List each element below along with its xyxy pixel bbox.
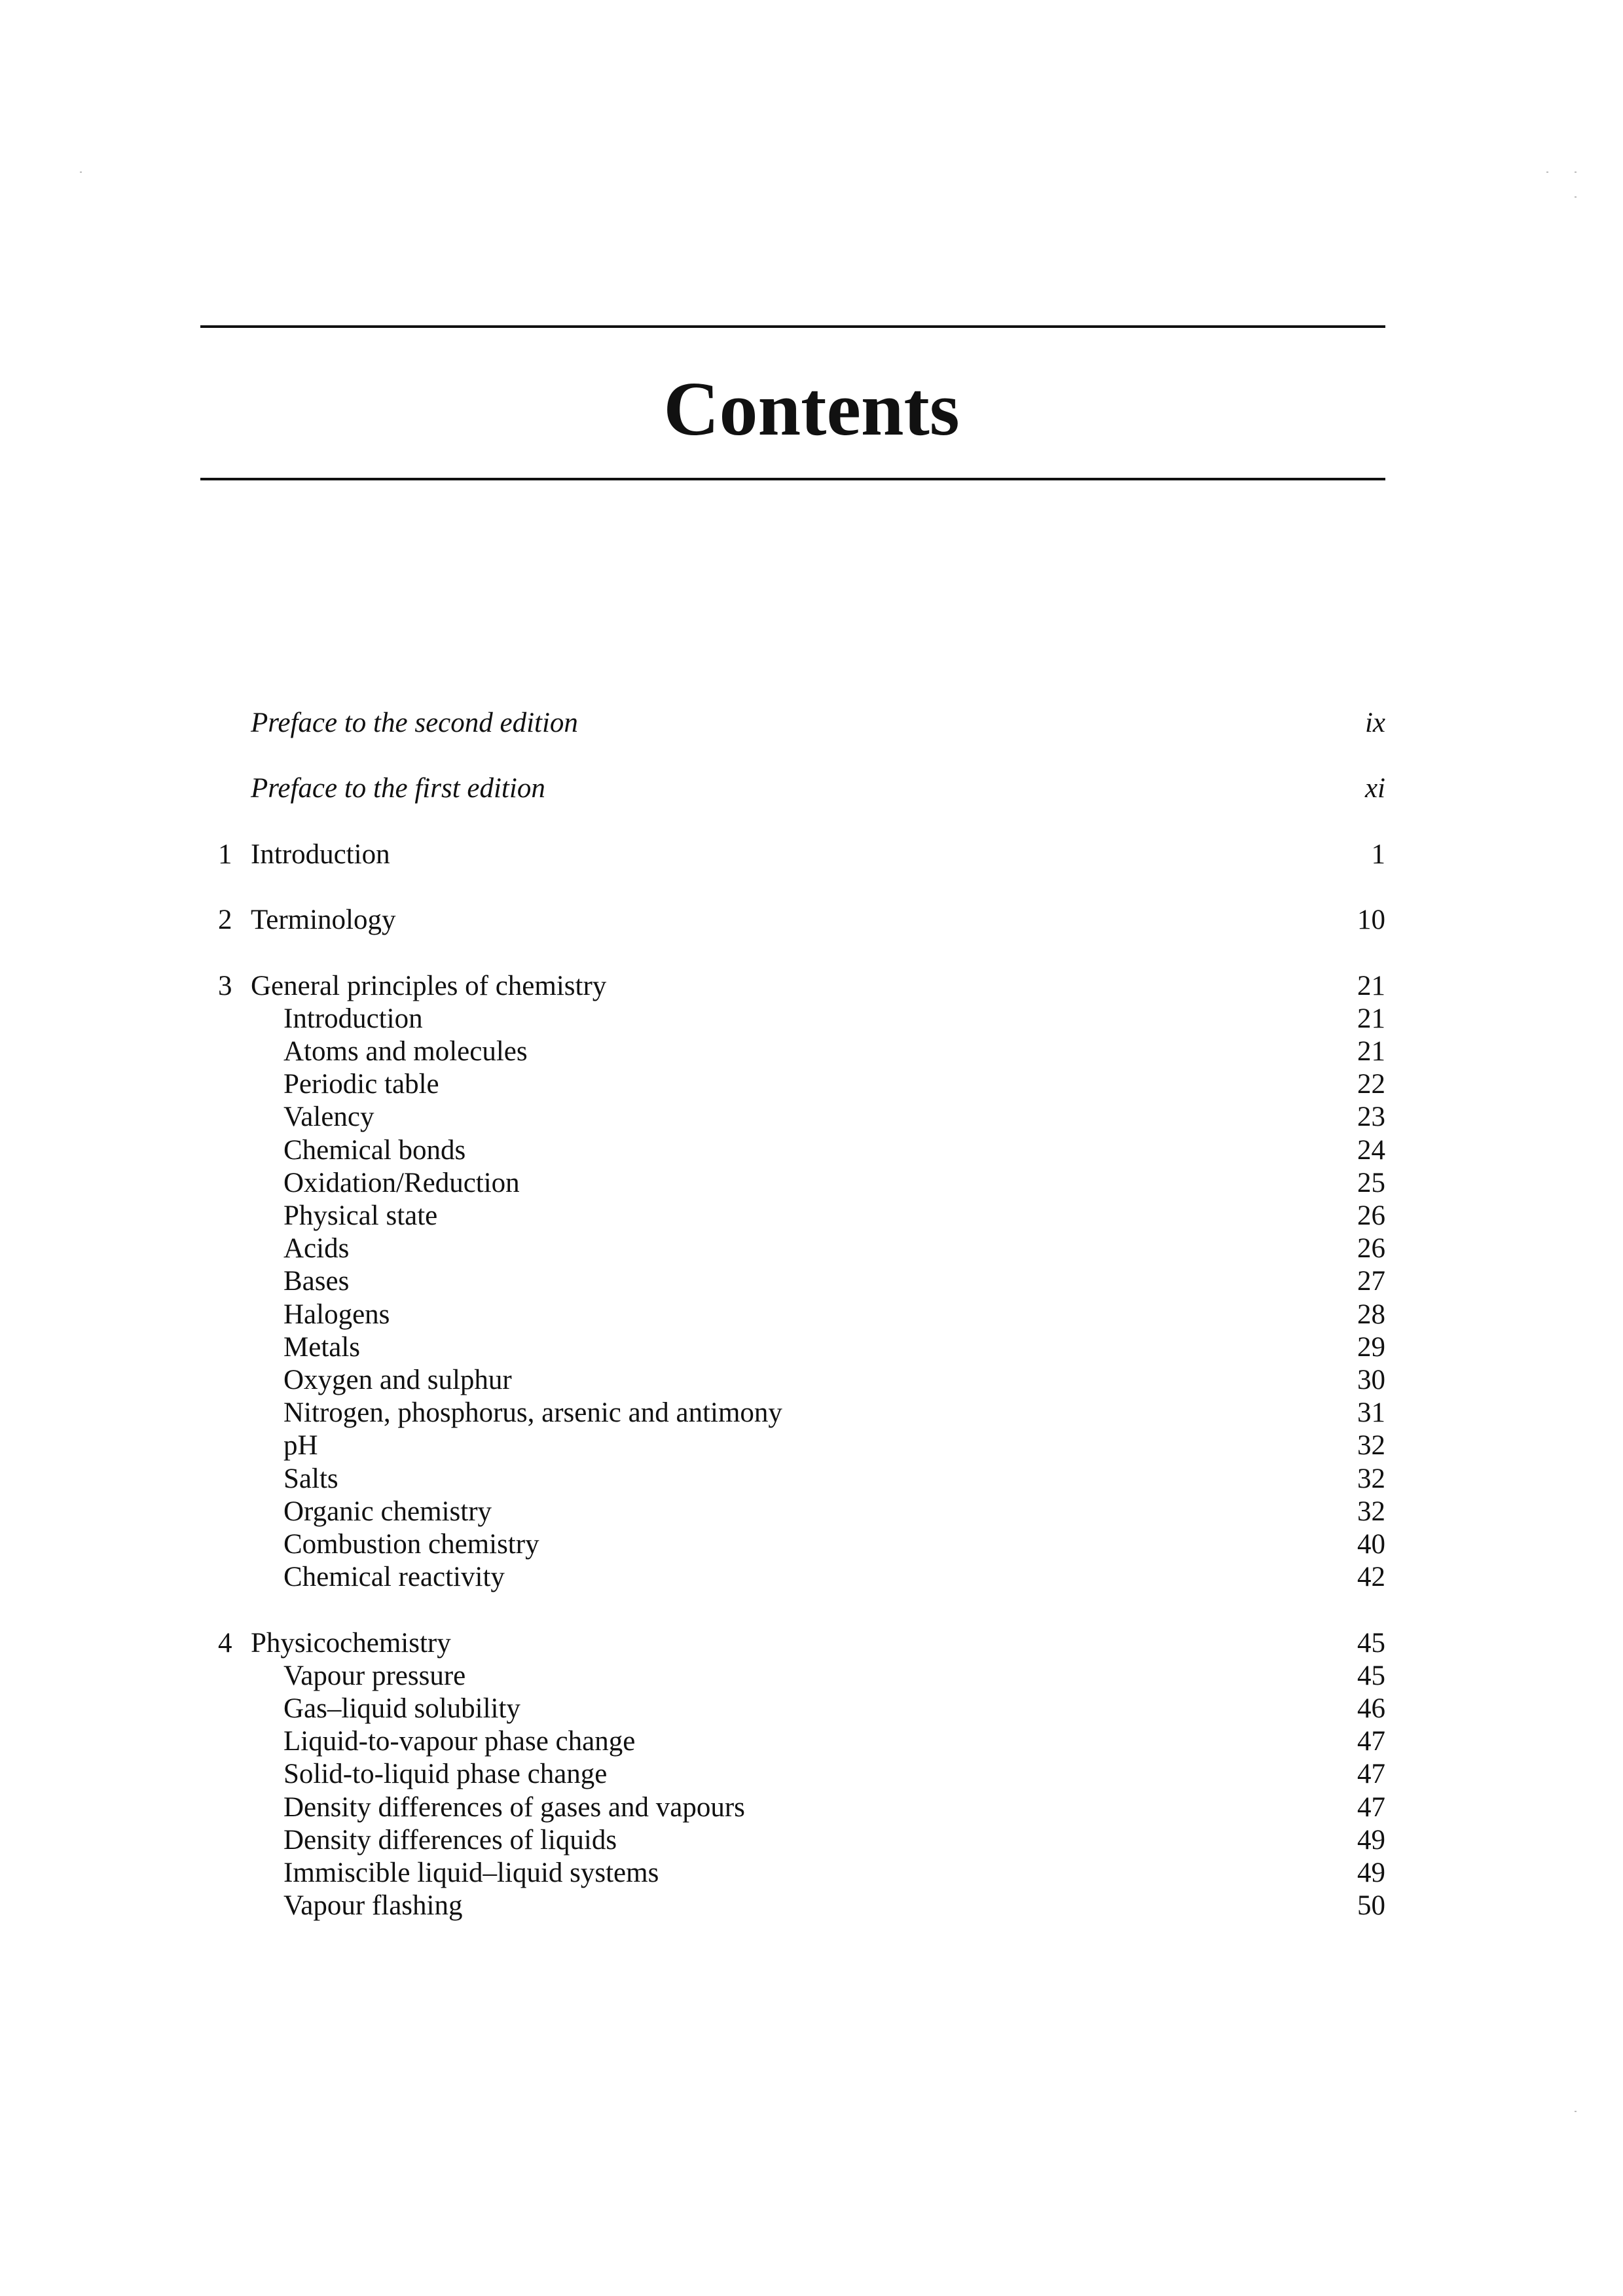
entry-title: Acids bbox=[283, 1233, 350, 1265]
toc-chapter-entry bbox=[0, 1627, 1623, 1660]
page-number: 45 bbox=[1357, 1660, 1385, 1691]
page-number: 10 bbox=[1357, 905, 1385, 936]
toc-section-entry bbox=[0, 1824, 1623, 1857]
toc-section-entry bbox=[0, 1167, 1623, 1200]
entry-title: Immiscible liquid–liquid systems bbox=[283, 1857, 659, 1888]
page-number: 32 bbox=[1357, 1430, 1385, 1462]
entry-title: Vapour flashing bbox=[283, 1890, 463, 1922]
entry-title: Periodic table bbox=[283, 1069, 439, 1100]
toc-section-entry bbox=[0, 1232, 1623, 1265]
page-number: 42 bbox=[1357, 1562, 1385, 1593]
scan-speck bbox=[1575, 2111, 1577, 2112]
scan-speck bbox=[1546, 171, 1548, 173]
toc-preface-entry bbox=[0, 707, 1623, 740]
toc-section-entry bbox=[0, 1857, 1623, 1890]
title-rule-bottom bbox=[200, 478, 1385, 480]
page-number: 1 bbox=[1371, 838, 1385, 870]
entry-title: Oxygen and sulphur bbox=[283, 1365, 512, 1395]
toc-section-entry bbox=[0, 1758, 1623, 1791]
entry-title: Liquid-to-vapour phase change bbox=[283, 1726, 636, 1757]
toc-section-entry bbox=[0, 1134, 1623, 1167]
entry-title: Preface to the second edition bbox=[251, 708, 578, 738]
toc-section-entry bbox=[0, 1200, 1623, 1232]
page-number: 49 bbox=[1357, 1824, 1385, 1856]
page-number: 25 bbox=[1357, 1167, 1385, 1198]
page-number: ix bbox=[1364, 708, 1385, 738]
page-number: 29 bbox=[1357, 1331, 1385, 1363]
toc-section-entry bbox=[0, 1496, 1623, 1528]
toc-section-entry bbox=[0, 1265, 1623, 1298]
toc-section-entry bbox=[0, 1528, 1623, 1561]
entry-title: Chemical reactivity bbox=[283, 1562, 505, 1593]
entry-title: General principles of chemistry bbox=[251, 970, 607, 1001]
entry-title: Bases bbox=[283, 1266, 350, 1297]
title-rule-top bbox=[200, 325, 1385, 328]
entry-title: Combustion chemistry bbox=[283, 1529, 539, 1560]
page-number: 47 bbox=[1357, 1791, 1385, 1823]
entry-title: Density differences of gases and vapours bbox=[283, 1791, 745, 1823]
entry-title: Salts bbox=[283, 1463, 338, 1494]
page-number: 21 bbox=[1357, 970, 1385, 1001]
toc-section-entry bbox=[0, 1463, 1623, 1496]
page-number: 46 bbox=[1357, 1693, 1385, 1724]
toc-section-entry bbox=[0, 1725, 1623, 1758]
page-number: 21 bbox=[1357, 1003, 1385, 1034]
toc-section-entry bbox=[0, 1003, 1623, 1035]
page-number: 27 bbox=[1357, 1266, 1385, 1297]
page-number: xi bbox=[1364, 773, 1385, 804]
toc-section-entry bbox=[0, 1035, 1623, 1068]
entry-title: Preface to the first edition bbox=[251, 773, 545, 804]
entry-title: Organic chemistry bbox=[283, 1496, 492, 1527]
page-number: 45 bbox=[1357, 1627, 1385, 1659]
toc-section-entry bbox=[0, 1791, 1623, 1824]
entry-title: Oxidation/Reduction bbox=[283, 1167, 520, 1198]
entry-title: Density differences of liquids bbox=[283, 1824, 617, 1856]
page-number: 23 bbox=[1357, 1102, 1385, 1133]
page-number: 26 bbox=[1357, 1233, 1385, 1265]
entry-title: Valency bbox=[283, 1102, 374, 1133]
entry-title: Halogens bbox=[283, 1299, 390, 1330]
entry-title: Solid-to-liquid phase change bbox=[283, 1759, 608, 1790]
page-number: 50 bbox=[1357, 1890, 1385, 1922]
entry-title: Physicochemistry bbox=[251, 1627, 451, 1659]
entry-title: Gas–liquid solubility bbox=[283, 1693, 520, 1724]
entry-title: Introduction bbox=[251, 838, 390, 870]
toc-chapter-entry bbox=[0, 904, 1623, 937]
chapter-number: 1 bbox=[218, 838, 232, 870]
toc-section-entry bbox=[0, 1101, 1623, 1134]
entry-title: Vapour pressure bbox=[283, 1660, 466, 1691]
page-number: 24 bbox=[1357, 1134, 1385, 1166]
page-title: Contents bbox=[663, 366, 960, 452]
toc-section-entry bbox=[0, 1397, 1623, 1429]
page-number: 47 bbox=[1357, 1759, 1385, 1790]
chapter-number: 4 bbox=[218, 1627, 232, 1659]
entry-title: pH bbox=[283, 1430, 318, 1462]
toc-section-entry bbox=[0, 1561, 1623, 1594]
entry-title: Physical state bbox=[283, 1200, 438, 1231]
page-number: 32 bbox=[1357, 1463, 1385, 1494]
page-number: 22 bbox=[1357, 1069, 1385, 1100]
entry-title: Terminology bbox=[251, 905, 396, 936]
page-number: 47 bbox=[1357, 1726, 1385, 1757]
toc-chapter-entry bbox=[0, 970, 1623, 1003]
toc-preface-entry bbox=[0, 772, 1623, 805]
page-number: 32 bbox=[1357, 1496, 1385, 1527]
entry-title: Chemical bonds bbox=[283, 1134, 466, 1166]
page-number: 30 bbox=[1357, 1365, 1385, 1395]
page-number: 26 bbox=[1357, 1200, 1385, 1231]
page-number: 49 bbox=[1357, 1857, 1385, 1888]
toc-chapter-entry bbox=[0, 838, 1623, 871]
toc-section-entry bbox=[0, 1693, 1623, 1725]
scan-speck bbox=[1575, 196, 1577, 198]
toc-section-entry bbox=[0, 1429, 1623, 1462]
toc-section-entry bbox=[0, 1660, 1623, 1693]
toc-section-entry bbox=[0, 1068, 1623, 1101]
entry-title: Atoms and molecules bbox=[283, 1036, 528, 1067]
entry-title: Metals bbox=[283, 1331, 361, 1363]
chapter-number: 3 bbox=[218, 970, 232, 1001]
scan-speck bbox=[1575, 171, 1577, 173]
toc-section-entry bbox=[0, 1299, 1623, 1331]
toc-section-entry bbox=[0, 1364, 1623, 1397]
toc-section-entry bbox=[0, 1890, 1623, 1922]
page-number: 21 bbox=[1357, 1036, 1385, 1067]
chapter-number: 2 bbox=[218, 905, 232, 936]
entry-title: Nitrogen, phosphorus, arsenic and antimony bbox=[283, 1397, 782, 1429]
scan-speck bbox=[80, 171, 82, 173]
page-number: 40 bbox=[1357, 1529, 1385, 1560]
page-number: 31 bbox=[1357, 1397, 1385, 1429]
entry-title: Introduction bbox=[283, 1003, 423, 1034]
page-number: 28 bbox=[1357, 1299, 1385, 1330]
toc-section-entry bbox=[0, 1331, 1623, 1364]
